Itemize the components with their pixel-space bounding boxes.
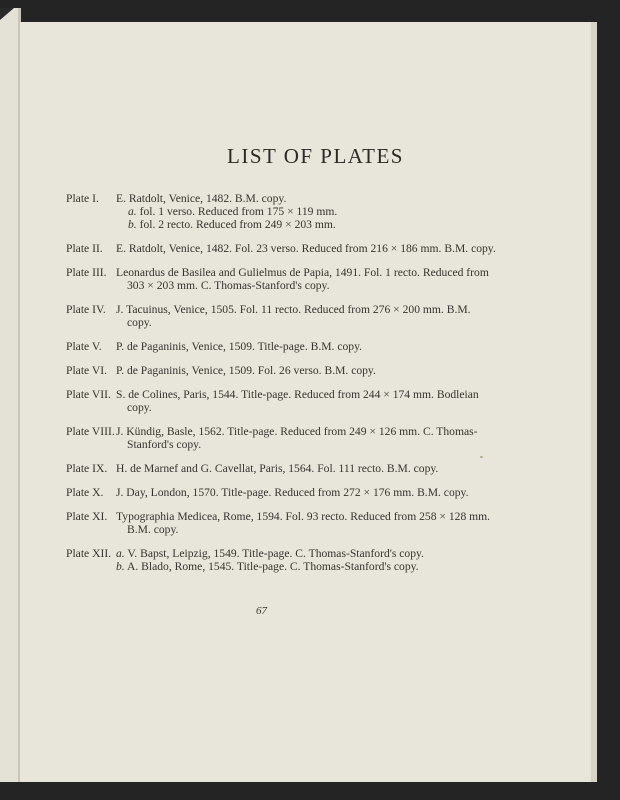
plate-text: J. Kündig, Basle, 1562. Title-page. Reduced from 249 × 126 mm. C. Thomas-Stanford's copy. (116, 425, 478, 451)
facing-page-edge (0, 8, 19, 782)
plate-label: Plate XII. (66, 547, 112, 560)
plate-description (116, 364, 496, 377)
plate-description (116, 340, 496, 353)
plate-label: Plate VII. (66, 388, 111, 401)
plate-label: Plate IX. (66, 462, 108, 475)
subitem-marker: a. (128, 205, 137, 218)
plate-label: Plate I. (66, 192, 99, 205)
plate-text: H. de Marnef and G. Cavellat, Paris, 1564. Fol. 111 recto. B.M. copy. (116, 462, 439, 475)
plate-description (116, 547, 496, 573)
plate-entry (66, 425, 496, 451)
plate-description (116, 462, 496, 475)
plate-entry (66, 303, 496, 329)
subitem-text: A. Blado, Rome, 1545. Title-page. C. Thomas-Stanford's copy. (126, 560, 419, 573)
plate-description (116, 266, 496, 292)
plate-label: Plate V. (66, 340, 102, 353)
plate-text: P. de Paganinis, Venice, 1509. Fol. 26 verso. B.M. copy. (116, 364, 376, 377)
page-title: LIST OF PLATES (227, 144, 404, 168)
plate-text: J. Tacuinus, Venice, 1505. Fol. 11 recto. Reduced from 276 × 200 mm. B.M. copy. (116, 303, 471, 329)
plate-entry (66, 266, 496, 292)
paper-speck (480, 456, 483, 458)
plate-subitem (116, 547, 496, 560)
subitem-text: fol. 2 recto. Reduced from 249 × 203 mm. (139, 218, 336, 231)
plate-text: Typographia Medicea, Rome, 1594. Fol. 93 recto. Reduced from 258 × 128 mm. B.M. copy. (116, 510, 491, 536)
plate-label: Plate X. (66, 486, 104, 499)
plate-subitem (116, 205, 496, 218)
page-number: 67 (256, 605, 267, 617)
plate-entry (66, 486, 496, 499)
plate-description (116, 388, 496, 414)
book-page (20, 22, 597, 782)
subitem-marker: a. (116, 547, 125, 560)
plate-entry (66, 388, 496, 414)
plate-description (116, 510, 496, 536)
plate-text: S. de Colines, Paris, 1544. Title-page. Reduced from 244 × 174 mm. Bodleian copy. (116, 388, 479, 414)
plate-entry (66, 462, 496, 475)
plate-label: Plate II. (66, 242, 103, 255)
plate-description (116, 486, 496, 499)
plate-description (116, 192, 496, 231)
plate-text: Leonardus de Basilea and Gulielmus de Papia, 1491. Fol. 1 recto. Reduced from 303 × 203 mm. C. Thomas-Stanford's copy. (116, 266, 489, 292)
subitem-marker: b. (116, 560, 125, 573)
subitem-marker: b. (128, 218, 137, 231)
plate-description (116, 425, 496, 451)
plate-label: Plate VIII. (66, 425, 115, 438)
plate-entry (66, 547, 496, 573)
plate-label: Plate XI. (66, 510, 108, 523)
plate-text: J. Day, London, 1570. Title-page. Reduced from 272 × 176 mm. B.M. copy. (116, 486, 469, 499)
plate-entry (66, 510, 496, 536)
plate-subitem (116, 218, 496, 231)
plates-list (66, 192, 496, 584)
plate-entry (66, 192, 496, 231)
plate-text: E. Ratdolt, Venice, 1482. B.M. copy. (116, 192, 287, 205)
plate-entry (66, 364, 496, 377)
plate-entry (66, 340, 496, 353)
plate-text: P. de Paganinis, Venice, 1509. Title-page. B.M. copy. (116, 340, 363, 353)
page-edge-shadow (591, 22, 597, 782)
plate-label: Plate IV. (66, 303, 106, 316)
plate-label: Plate III. (66, 266, 107, 279)
plate-subitem (116, 560, 496, 573)
page-corner (0, 8, 14, 20)
plate-label: Plate VI. (66, 364, 108, 377)
plate-text: E. Ratdolt, Venice, 1482. Fol. 23 verso. Reduced from 216 × 186 mm. B.M. copy. (116, 242, 496, 255)
plate-description (116, 242, 496, 255)
subitem-text: V. Bapst, Leipzig, 1549. Title-page. C. Thomas-Stanford's copy. (127, 547, 424, 560)
plate-entry (66, 242, 496, 255)
plate-description (116, 303, 496, 329)
subitem-text: fol. 1 verso. Reduced from 175 × 119 mm. (139, 205, 338, 218)
